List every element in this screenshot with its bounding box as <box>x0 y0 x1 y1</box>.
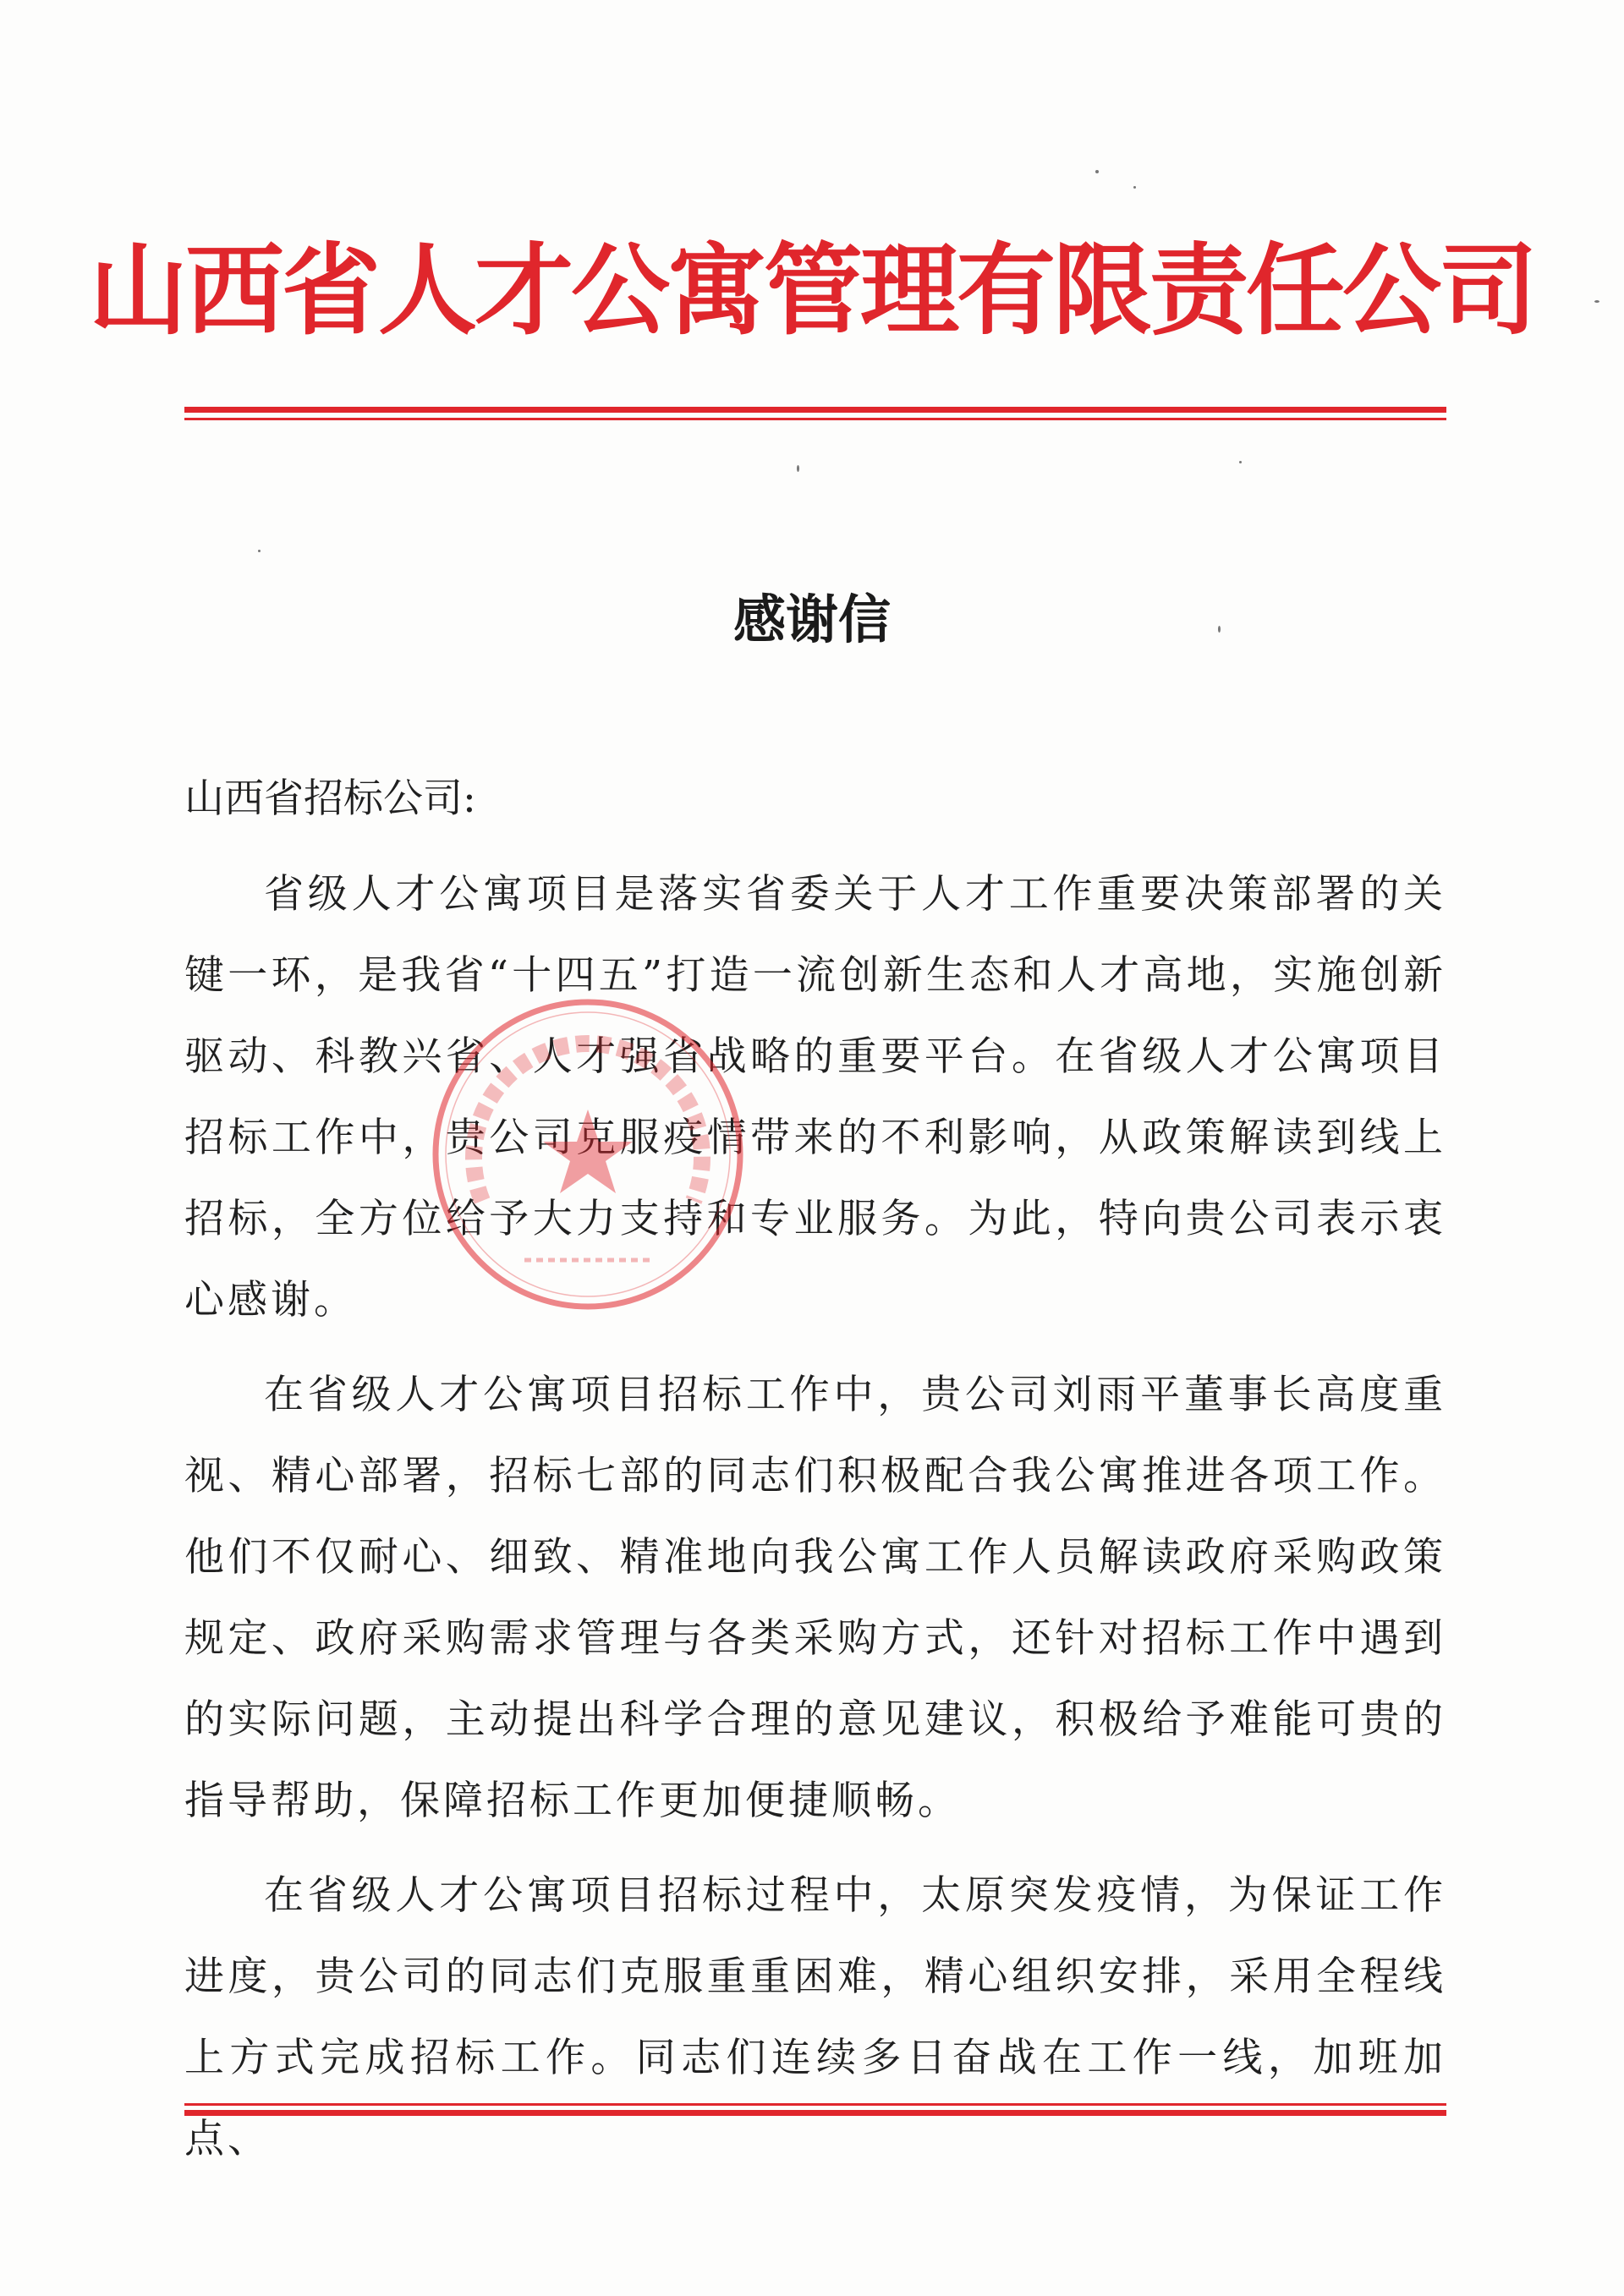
letter-paragraph: 在省级人才公寓项目招标工作中，贵公司刘雨平董事长高度重视、精心部署，招标七部的同志们积极配合我公寓推进各项工作。他们不仅耐心、细致、精准地向我公寓工作人员解读政府采购政策规定、政府采购需求管理与各类采购方式，还针对招标工作中遇到的实际问题，主动提出科学合理的意见建议，积极给予难能可贵的指导帮助，保障招标工作更加便捷顺畅。 <box>184 1372 1446 1824</box>
letter-paragraph: 省级人才公寓项目是落实省委关于人才工作重要决策部署的关键一环，是我省“十四五”打造一流创新生态和人才高地，实施创新驱动、科教兴省、人才强省战略的重要平台。在省级人才公寓项目招标工作中，贵公司克服疫情带来的不利影响，从政策解读到线上招标，全方位给予大力支持和专业服务。为此，特向贵公司表示衷心感谢。 <box>184 871 1446 1323</box>
scan-speck <box>258 550 261 552</box>
scan-speck <box>1594 300 1599 303</box>
scan-speck <box>797 465 799 472</box>
letter-title: 感谢信 <box>732 589 891 650</box>
header-rule-thick <box>184 407 1446 413</box>
letter-paragraph: 在省级人才公寓项目招标过程中，太原突发疫情，为保证工作进度，贵公司的同志们克服重重困难，精心组织安排，采用全程线上方式完成招标工作。同志们连续多日奋战在工作一线，加班加点、 <box>184 1872 1446 2162</box>
footer-rule-thick <box>184 2110 1446 2116</box>
footer-rule-thin <box>184 2103 1446 2106</box>
letter-salutation: 山西省招标公司: <box>184 775 476 822</box>
header-rule-thin <box>184 418 1446 420</box>
letterhead-org-name: 山西省人才公寓管理有限责任公司 <box>88 232 1535 348</box>
scan-speck <box>1218 626 1221 633</box>
letter-body <box>184 773 1446 2194</box>
red-company-seal-icon <box>423 989 753 1319</box>
scan-speck <box>1095 170 1099 173</box>
scan-speck <box>1133 186 1136 189</box>
scan-speck <box>1239 461 1242 463</box>
